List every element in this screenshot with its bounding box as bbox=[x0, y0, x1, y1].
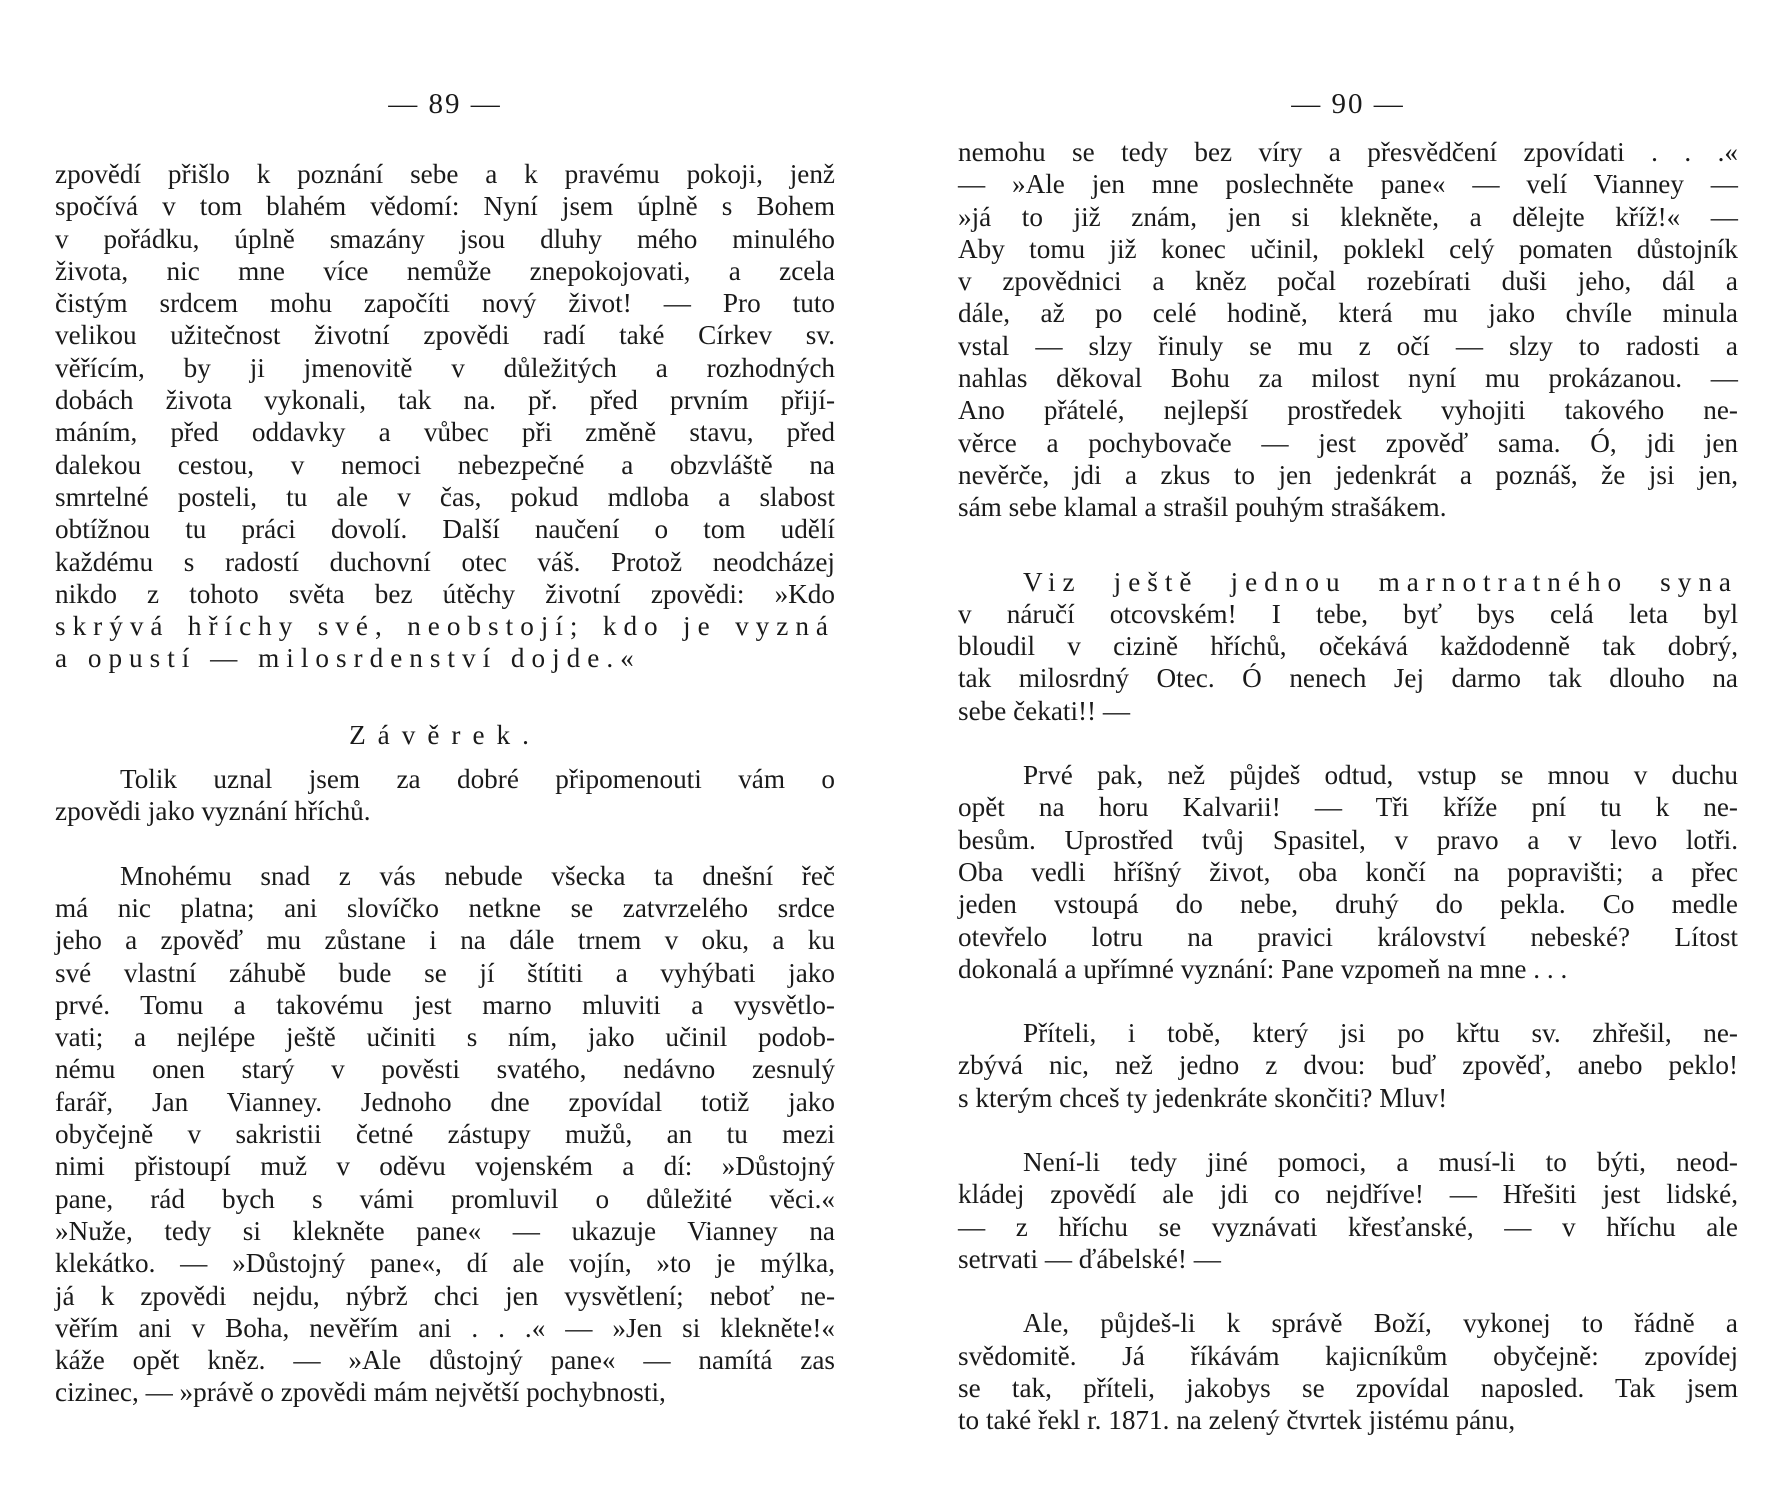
text-line: — »Ale jen mne poslechněte pane« — velí Vianney — bbox=[958, 169, 1738, 200]
text-line: obyčejně v sakristii četné zástupy mužů, an tu mezi bbox=[55, 1119, 835, 1150]
text-line: své vlastní záhubě bude se jí štítiti a vyhýbati jako bbox=[55, 957, 835, 988]
text-line: obtížnou tu práci dovolí. Další naučení o tom udělí bbox=[55, 514, 835, 545]
text-line: nému onen starý v pověsti svatého, nedávno zesnulý bbox=[55, 1054, 835, 1085]
text-line: zpovědí přišlo k poznání sebe a k pravému pokoji, jenž bbox=[55, 159, 835, 189]
text-line: »Nuže, tedy si klekněte pane« — ukazuje Vianney na bbox=[55, 1215, 835, 1246]
text-line: Ale, půjdeš-li k správě Boží, vykonej to řádně a bbox=[1023, 1308, 1738, 1339]
paragraph bbox=[958, 566, 1738, 727]
text-line: má nic platna; ani slovíčko netkne se zatvrzelého srdce bbox=[55, 892, 835, 923]
text-line: pane, rád bych s vámi promluvil o důležité věci.« bbox=[55, 1183, 835, 1214]
text-line: nemohu se tedy bez víry a přesvědčení zpovídati . . .« bbox=[958, 137, 1738, 167]
text-line: v zpovědnici a kněz počal rozebírati duši jeho, dál a bbox=[958, 266, 1738, 297]
text-line: farář, Jan Vianney. Jednoho dne zpovídal totiž jako bbox=[55, 1086, 835, 1117]
text-line: věřícím, by ji jmenovitě v důležitých a rozhodných bbox=[55, 352, 835, 383]
text-line: to také řekl r. 1871. na zelený čtvrtek jistému pánu, bbox=[958, 1405, 1516, 1436]
right-page-text bbox=[958, 136, 1738, 1436]
text-line: věrce a pochybovače — jest zpověď sama. Ó, jdi jen bbox=[958, 427, 1738, 458]
text-line: máním, před oddavky a vůbec při změně stavu, před bbox=[55, 417, 835, 448]
text-line: vati; a nejlépe ještě učiniti s ním, jako učinil podob- bbox=[55, 1022, 835, 1053]
text-line: Není-li tedy jiné pomoci, a musí-li to býti, neod- bbox=[1023, 1147, 1738, 1178]
text-line: tak milosrdný Otec. Ó nenech Jej darmo tak dlouho na bbox=[958, 663, 1738, 694]
paragraph bbox=[958, 1146, 1738, 1275]
text-line: opět na horu Kalvarii! — Tři kříže pní tu k ne- bbox=[958, 792, 1738, 823]
text-line: prvé. Tomu a takovému jest marno mluviti a vysvětlo- bbox=[55, 989, 835, 1020]
text-line: Mnohému snad z vás nebude všecka ta dnešní řeč bbox=[120, 860, 835, 891]
text-line: nevěrče, jdi a zkus to jen jedenkrát a poznáš, že jsi jen, bbox=[958, 459, 1738, 490]
text-line: klekátko. — »Důstojný pane«, dí ale vojín, »to je mýlka, bbox=[55, 1248, 835, 1279]
text-line: Prvé pak, než půjdeš odtud, vstup se mnou v duchu bbox=[1023, 760, 1738, 791]
text-line: sebe čekati!! — bbox=[958, 695, 1131, 726]
text-line: »já to již znám, jen si klekněte, a dělejte kříž!« — bbox=[958, 201, 1738, 232]
text-line: dalekou cestou, v nemoci nebezpečné a obzvláště na bbox=[55, 449, 835, 480]
left-page bbox=[55, 0, 835, 1500]
text-line: Tolik uznal jsem za dobré připomenouti vám o bbox=[120, 764, 835, 795]
text-line: smrtelné posteli, tu ale v čas, pokud mdloba a slabost bbox=[55, 481, 835, 512]
paragraph bbox=[55, 763, 835, 828]
section-heading: Závěrek. bbox=[349, 719, 541, 750]
text-line: věřím ani v Boha, nevěřím ani . . .« — »Jen si klekněte!« bbox=[55, 1312, 835, 1343]
text-line: Viz ještě jednou marnotratného syna bbox=[1023, 566, 1738, 597]
text-line: nimi přistoupí muž v oděvu vojenském a dí: »Důstojný bbox=[55, 1151, 835, 1182]
text-line: jeden vstoupá do nebe, druhý do pekla. Co medle bbox=[958, 889, 1738, 920]
paragraph bbox=[958, 136, 1738, 524]
text-line: kládej zpovědí ale jdi co nejdříve! — Hřešiti jest lidské, bbox=[958, 1179, 1738, 1210]
text-line: dobách života vykonali, tak na. př. před prvním přijí- bbox=[55, 385, 835, 416]
text-line: káže opět kněz. — »Ale důstojný pane« — namítá zas bbox=[55, 1345, 835, 1376]
text-line: svědomitě. Já říkávám kajicníkům obyčejně: zpovídej bbox=[958, 1340, 1738, 1371]
text-line: velikou užitečnost životní zpovědi radí také Církev sv. bbox=[55, 320, 835, 351]
text-line: zbývá nic, než jedno z dvou: buď zpověď, anebo peklo! bbox=[958, 1050, 1738, 1081]
text-line: Oba vedli hříšný život, oba končí na popravišti; a přec bbox=[958, 856, 1738, 887]
text-line: zpovědi jako vyznání hříchů. bbox=[55, 796, 371, 827]
paragraph bbox=[55, 158, 835, 675]
text-line: Aby tomu již konec učinil, poklekl celý pomaten důstojník bbox=[958, 233, 1738, 264]
text-line: spočívá v tom blahém vědomí: Nyní jsem úplně s Bohem bbox=[55, 191, 835, 222]
text-line: čistým srdcem mohu započíti nový život! — Pro tuto bbox=[55, 288, 835, 319]
text-line: se tak, příteli, jakobys se zpovídal naposled. Tak jsem bbox=[958, 1372, 1738, 1403]
text-line: Ano přátelé, nejlepší prostředek vyhojiti takového ne- bbox=[958, 395, 1738, 426]
text-line: jeho a zpověď mu zůstane i na dále trnem v oku, a ku bbox=[55, 925, 835, 956]
text-line: v náručí otcovském! I tebe, byť bys celá leta byl bbox=[958, 598, 1738, 629]
text-line: dokonalá a upřímné vyznání: Pane vzpomeň na mne . . . bbox=[958, 953, 1568, 984]
text-line: v pořádku, úplně smazány jsou dluhy mého minulého bbox=[55, 223, 835, 254]
text-line: cizinec, — »právě o zpovědi mám největší pochybnosti, bbox=[55, 1377, 666, 1408]
text-line: otevřelo lotru na pravici království nebeské? Lítost bbox=[958, 921, 1738, 952]
text-line: — z hříchu se vyznávati křesťanské, — v hříchu ale bbox=[958, 1211, 1738, 1242]
text-line: setrvati — ďábelské! — bbox=[958, 1243, 1221, 1274]
text-line: bloudil v cizině hříchů, očekává každodenně tak dobrý, bbox=[958, 631, 1738, 662]
text-line: a opustí — milosrdenství dojde.« bbox=[55, 643, 641, 674]
text-line: každému s radostí duchovní otec váš. Protož neodcházej bbox=[55, 546, 835, 577]
text-line: skrývá hříchy své, neobstojí; kdo je vyzná bbox=[55, 611, 835, 642]
paragraph bbox=[958, 1017, 1738, 1114]
paragraph bbox=[55, 860, 835, 1409]
text-line: sám sebe klamal a strašil pouhým strašákem. bbox=[958, 492, 1447, 523]
text-line: besům. Uprostřed tvůj Spasitel, v pravo a v levo lotři. bbox=[958, 824, 1738, 855]
left-page-text bbox=[55, 158, 835, 1409]
text-line: nikdo z tohoto světa bez útěchy životní zpovědi: »Kdo bbox=[55, 578, 835, 609]
text-line: já k zpovědi nejdu, nýbrž chci jen vysvětlení; neboť ne- bbox=[55, 1280, 835, 1311]
text-line: Příteli, i tobě, který jsi po křtu sv. zhřešil, ne- bbox=[1023, 1018, 1738, 1049]
text-line: života, nic mne více nemůže znepokojovati, a zcela bbox=[55, 255, 835, 286]
right-page bbox=[958, 0, 1738, 1500]
page-number-right: — 90 — bbox=[1291, 88, 1405, 120]
text-line: vstal — slzy řinuly se mu z očí — slzy to radosti a bbox=[958, 330, 1738, 361]
paragraph bbox=[958, 759, 1738, 985]
text-line: nahlas děkoval Bohu za milost nyní mu prokázanou. — bbox=[958, 363, 1738, 394]
text-line: s kterým chceš ty jedenkráte skončiti? Mluv! bbox=[958, 1082, 1448, 1113]
paragraph bbox=[958, 1307, 1738, 1436]
page-number-left: — 89 — bbox=[388, 88, 502, 120]
text-line: dále, až po celé hodině, která mu jako chvíle minula bbox=[958, 298, 1738, 329]
